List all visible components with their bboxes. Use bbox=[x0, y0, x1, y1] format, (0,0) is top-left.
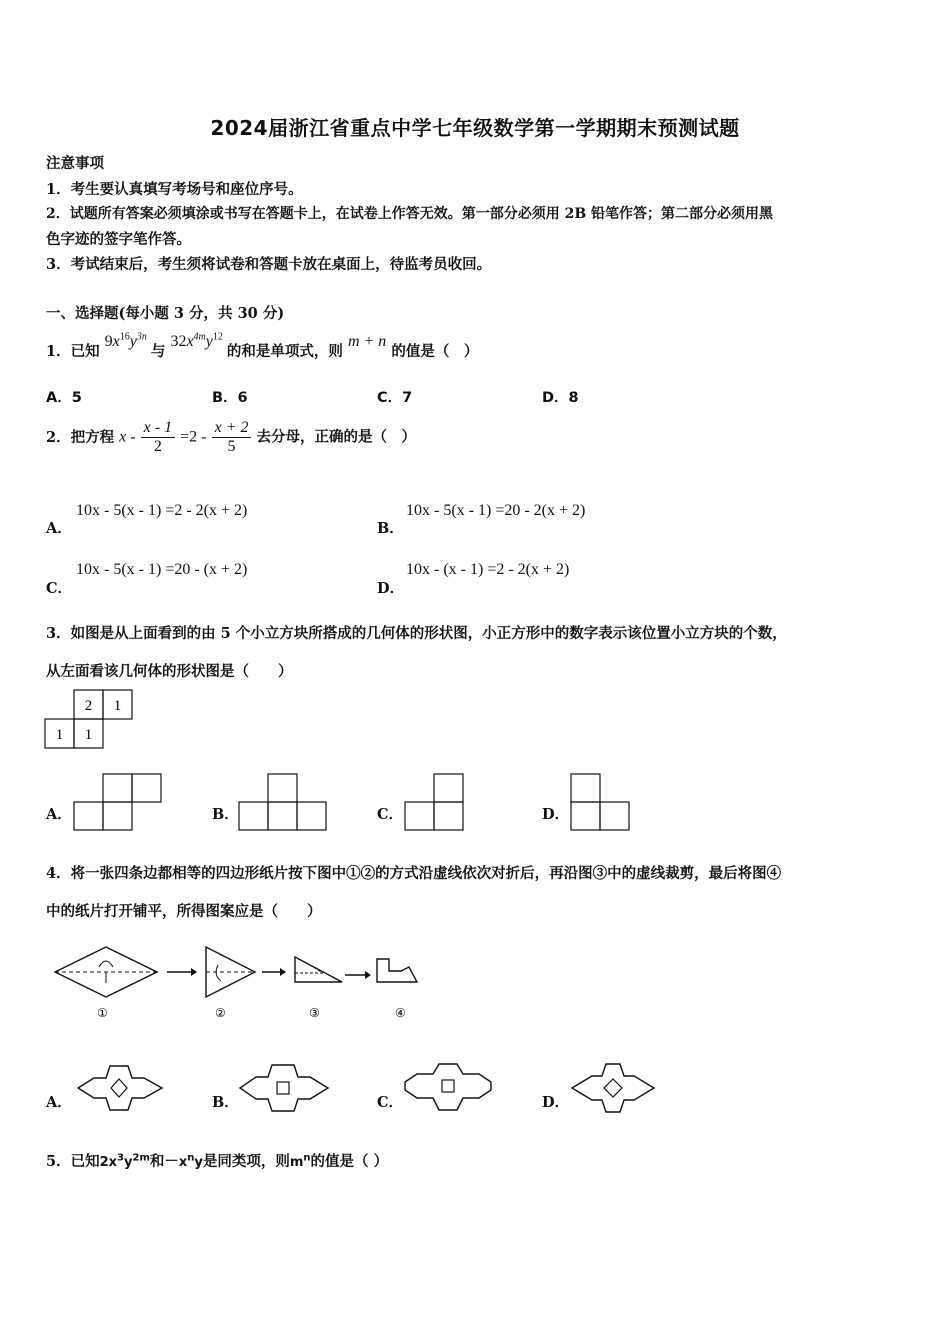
q1-option-a[interactable]: A．5 bbox=[46, 390, 82, 406]
figure-square bbox=[74, 802, 103, 830]
q2-frac2 bbox=[212, 419, 252, 456]
q3-option-d-label[interactable]: D． bbox=[542, 806, 570, 823]
figure-square bbox=[103, 802, 132, 830]
step-label: ① bbox=[97, 1006, 108, 1020]
page-title: 2024届浙江省重点中学七年级数学第一学期期末预测试题 bbox=[210, 116, 740, 140]
q5-term1 bbox=[99, 1152, 150, 1170]
figure-square bbox=[434, 774, 463, 802]
pattern-outline bbox=[240, 1065, 328, 1111]
notice-item: 3．考试结束后，考生须将试卷和答题卡放在桌面上，待监考员收回。 bbox=[46, 256, 492, 273]
q5-term2-base: x bbox=[178, 1155, 188, 1170]
q1-suffix: 的值是（ ） bbox=[391, 343, 479, 360]
q1-term1 bbox=[105, 333, 151, 350]
grid-value: 1 bbox=[55, 727, 64, 743]
pattern-square bbox=[277, 1082, 289, 1094]
q4-text-line1: 4．将一张四条边都相等的四边形纸片按下图中①②的方式沿虚线依次对折后，再沿图③中的虚线裁剪，最后将图④ bbox=[46, 865, 782, 882]
q2-option-a-label[interactable]: A． bbox=[46, 520, 72, 537]
q4-option-a-label[interactable]: A． bbox=[46, 1094, 72, 1111]
q5-power-base: m bbox=[289, 1155, 304, 1170]
q1-prefix: 1．已知 bbox=[46, 343, 100, 360]
q4-option-d-figure[interactable] bbox=[570, 1062, 660, 1114]
pattern-outline bbox=[78, 1066, 162, 1110]
grid-value: 1 bbox=[84, 727, 93, 743]
figure-square bbox=[297, 802, 326, 830]
step1-fold-arrow bbox=[99, 961, 113, 967]
q4-option-c-label[interactable]: C． bbox=[377, 1094, 404, 1111]
question-5 bbox=[46, 1150, 388, 1171]
q1-expr: m + n bbox=[347, 333, 387, 350]
figure-square bbox=[434, 802, 463, 830]
q2-option-d-expr: 10x - (x - 1) =2 - 2(x + 2) bbox=[406, 561, 570, 578]
pattern-outline bbox=[572, 1064, 654, 1112]
grid-value: 2 bbox=[84, 698, 93, 714]
step2-fold-arrow bbox=[216, 965, 221, 981]
q5-term2-y: y bbox=[194, 1155, 203, 1170]
q1-mid: 与 bbox=[150, 343, 166, 360]
figure-square bbox=[103, 774, 132, 802]
q2-eq-left: x - bbox=[119, 428, 136, 446]
q5-term1-y: y bbox=[124, 1155, 133, 1170]
q4-option-b-figure[interactable] bbox=[238, 1062, 333, 1114]
q3-option-b-figure[interactable] bbox=[239, 773, 329, 833]
figure-square bbox=[405, 802, 434, 830]
q2-frac1-num: x - 1 bbox=[141, 419, 175, 438]
q1-option-d[interactable]: D．8 bbox=[542, 390, 579, 406]
q1-term2-y: y bbox=[205, 333, 213, 350]
q3-option-c-figure[interactable] bbox=[405, 773, 467, 833]
notice-item: 2．试题所有答案必须填涂或书写在答题卡上，在试卷上作答无效。第一部分必须用 2B 铅笔作答；第二部分必须用黑 bbox=[46, 206, 774, 222]
q2-option-c-label[interactable]: C． bbox=[46, 580, 73, 597]
q5-prefix: 5．已知 bbox=[46, 1153, 100, 1170]
q3-text-line2: 从左面看该几何体的形状图是（ ） bbox=[46, 663, 293, 680]
notice-item: 1．考生要认真填写考场号和座位序号。 bbox=[46, 181, 303, 198]
q2-eq-mid: =2 - bbox=[180, 428, 207, 446]
arrow-head-icon bbox=[191, 968, 197, 976]
step-label: ④ bbox=[395, 1006, 406, 1020]
q2-suffix: 去分母，正确的是（ ） bbox=[256, 428, 417, 446]
q3-option-a-figure[interactable] bbox=[74, 773, 164, 833]
q4-option-b-label[interactable]: B． bbox=[212, 1094, 239, 1111]
figure-square bbox=[268, 774, 297, 802]
q4-text-line2: 中的纸片打开铺平，所得图案应是（ ） bbox=[46, 903, 322, 920]
arrow-head-icon bbox=[365, 971, 371, 979]
q5-suffix2: 的值是（ ） bbox=[310, 1153, 389, 1170]
q2-option-b-expr: 10x - 5(x - 1) =20 - 2(x + 2) bbox=[406, 502, 586, 519]
figure-square bbox=[268, 802, 297, 830]
q3-option-b-label[interactable]: B． bbox=[212, 806, 239, 823]
q2-frac1-den: 2 bbox=[153, 438, 162, 455]
q1-term1-xexp: 16 bbox=[119, 331, 130, 343]
q1-term1-x: x bbox=[112, 333, 120, 350]
step3-triangle bbox=[295, 957, 342, 982]
q1-option-b[interactable]: B．6 bbox=[212, 390, 248, 406]
q5-term1-exp2: 2m bbox=[132, 1152, 150, 1164]
notice-heading: 注意事项 bbox=[46, 155, 104, 172]
q5-suffix: 是同类项，则 bbox=[202, 1153, 290, 1170]
pattern-square bbox=[442, 1080, 454, 1092]
q1-term2-yexp: 12 bbox=[212, 331, 223, 343]
pattern-outline bbox=[405, 1064, 491, 1110]
q3-text-line1: 3．如图是从上面看到的由 5 个小立方块所搭成的几何体的形状图，小正方形中的数字表示该位置小立方块的个数， bbox=[46, 625, 787, 642]
q5-mid: 和－ bbox=[149, 1153, 179, 1170]
q3-option-c-label[interactable]: C． bbox=[377, 806, 404, 823]
figure-square bbox=[132, 774, 161, 802]
pattern-diamond bbox=[111, 1079, 127, 1097]
q2-option-d-label[interactable]: D． bbox=[377, 580, 405, 597]
q4-folding-steps bbox=[55, 945, 435, 1025]
figure-square bbox=[239, 802, 268, 830]
q5-term1-base: 2x bbox=[99, 1155, 118, 1170]
q3-option-d-figure[interactable] bbox=[571, 773, 633, 833]
question-2 bbox=[46, 419, 416, 456]
q2-frac2-num: x + 2 bbox=[212, 419, 252, 438]
q1-term1-yexp: 3n bbox=[136, 331, 147, 343]
q2-prefix: 2．把方程 bbox=[46, 428, 115, 446]
q1-term2-x: x bbox=[186, 333, 194, 350]
section-heading: 一、选择题(每小题 3 分，共 30 分) bbox=[46, 305, 285, 322]
q1-term1-coef: 9 bbox=[104, 333, 113, 350]
q5-term2-exp: n bbox=[187, 1152, 195, 1164]
q2-option-a-expr: 10x - 5(x - 1) =2 - 2(x + 2) bbox=[76, 502, 248, 519]
arrow-head-icon bbox=[280, 968, 286, 976]
q2-option-c-expr: 10x - 5(x - 1) =20 - (x + 2) bbox=[76, 561, 248, 578]
step4-shape bbox=[377, 959, 417, 982]
question-1 bbox=[46, 330, 479, 360]
notice-item: 色字迹的签字笔作答。 bbox=[46, 231, 191, 248]
q4-option-d-label[interactable]: D． bbox=[542, 1094, 570, 1111]
q4-option-a-figure[interactable] bbox=[76, 1062, 166, 1114]
q1-term1-y: y bbox=[129, 333, 137, 350]
q1-mid2: 的和是单项式，则 bbox=[226, 343, 343, 360]
figure-square bbox=[600, 802, 629, 830]
q1-option-c[interactable]: C．7 bbox=[377, 390, 413, 406]
q4-option-c-figure[interactable] bbox=[403, 1062, 498, 1114]
figure-square bbox=[571, 802, 600, 830]
q1-term2-coef: 32 bbox=[170, 333, 187, 350]
figure-square bbox=[571, 774, 600, 802]
grid-value: 1 bbox=[113, 698, 122, 714]
q5-term1-exp1: 3 bbox=[117, 1152, 124, 1164]
q3-top-view-grid bbox=[45, 689, 135, 749]
q1-term2-xexp: 4m bbox=[193, 331, 206, 343]
q1-term2 bbox=[170, 333, 226, 350]
q2-option-b-label[interactable]: B． bbox=[377, 520, 404, 537]
q5-power bbox=[289, 1152, 311, 1170]
q5-power-exp: n bbox=[303, 1152, 311, 1164]
pattern-diamond bbox=[604, 1079, 622, 1097]
q2-frac1 bbox=[141, 419, 175, 456]
q5-term2 bbox=[178, 1152, 203, 1170]
step-label: ③ bbox=[309, 1006, 320, 1020]
step-label: ② bbox=[215, 1006, 226, 1020]
q2-frac2-den: 5 bbox=[227, 438, 236, 455]
q3-option-a-label[interactable]: A． bbox=[46, 806, 72, 823]
